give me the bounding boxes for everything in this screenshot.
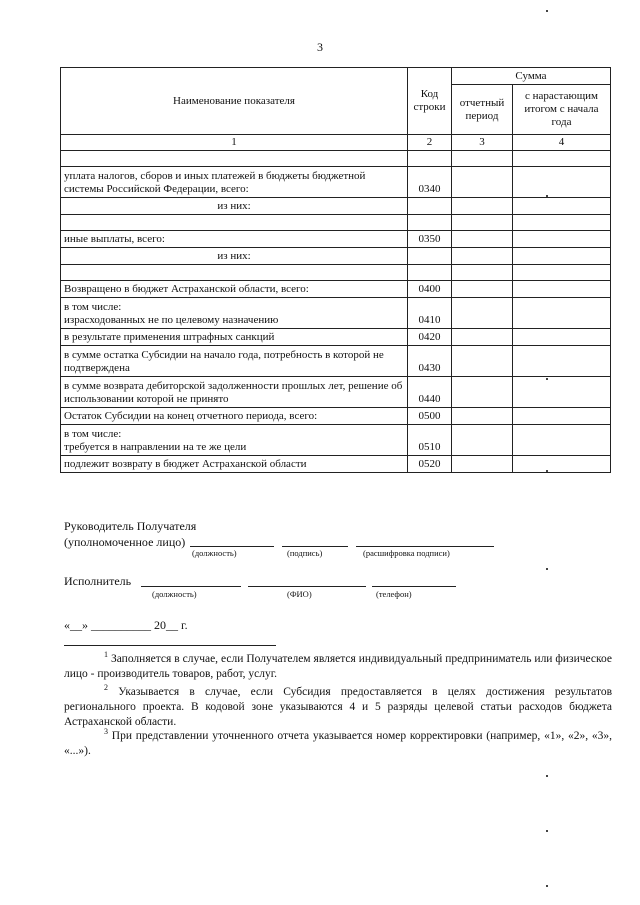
row-name: иные выплаты, всего: xyxy=(61,231,408,248)
table-row xyxy=(61,151,611,167)
row-code: 0440 xyxy=(408,377,452,408)
row-name: в сумме остатка Субсидии на начало года, потребность в которой не подтверждена xyxy=(61,346,408,377)
col-number: 2 xyxy=(408,135,452,151)
footnote-3 xyxy=(64,724,612,759)
scan-speck xyxy=(546,885,548,887)
row-name xyxy=(61,151,408,167)
row-code: 0410 xyxy=(408,298,452,329)
row-name: в сумме возврата дебиторской задолженности прошлых лет, решение об использовании которой не принято xyxy=(61,377,408,408)
row-name: в том числе: требуется в направлении на те же цели xyxy=(61,425,408,456)
signature-line xyxy=(282,546,348,547)
row-code xyxy=(408,248,452,265)
row-code: 0500 xyxy=(408,408,452,425)
row-code: 0400 xyxy=(408,281,452,298)
row-name: в том числе: израсходованных не по целевому назначению xyxy=(61,298,408,329)
footnote-text: Указывается в случае, если Субсидия предоставляется в целях достижения результатов регионального проекта. В кодовой зоне указываются 4 и 5 разряды целевой статьи расходов бюджета Астраханской области. xyxy=(64,685,612,728)
caption-position: (должность) xyxy=(192,548,237,558)
table-row xyxy=(61,248,611,265)
caption-decoding: (расшифровка подписи) xyxy=(363,548,450,558)
row-name: из них: xyxy=(61,248,408,265)
row-name: Остаток Субсидии на конец отчетного периода, всего: xyxy=(61,408,408,425)
page-number: 3 xyxy=(317,40,323,54)
footnote-2 xyxy=(64,680,612,730)
column-numbers-row xyxy=(61,135,611,151)
executor-position-line xyxy=(141,586,241,587)
row-name: из них: xyxy=(61,198,408,215)
table-row xyxy=(61,298,611,329)
scan-speck xyxy=(546,195,548,197)
header-row xyxy=(61,68,611,85)
scan-speck xyxy=(546,470,548,472)
table-row xyxy=(61,265,611,281)
fio-line xyxy=(248,586,366,587)
scan-speck xyxy=(546,10,548,12)
footnote-mark: 3 xyxy=(104,727,108,736)
position-line xyxy=(190,546,274,547)
table-row xyxy=(61,231,611,248)
header-code: Код строки xyxy=(408,68,452,135)
table-row xyxy=(61,329,611,346)
row-name: уплата налогов, сборов и иных платежей в бюджеты бюджетной системы Российской Федерации, всего: xyxy=(61,167,408,198)
date-field: «__» __________ 20__ г. xyxy=(64,618,188,632)
header-sum: Сумма xyxy=(452,68,611,85)
table-row xyxy=(61,167,611,198)
caption-signature: (подпись) xyxy=(287,548,323,558)
row-code: 0340 xyxy=(408,167,452,198)
scan-speck xyxy=(546,568,548,570)
row-code: 0520 xyxy=(408,456,452,473)
head-label-line1: Руководитель Получателя xyxy=(64,519,197,533)
head-label-line2: (уполномоченное лицо) xyxy=(64,535,186,549)
row-code xyxy=(408,215,452,231)
table-row xyxy=(61,215,611,231)
row-name: подлежит возврату в бюджет Астраханской области xyxy=(61,456,408,473)
scan-speck xyxy=(546,830,548,832)
table-row xyxy=(61,377,611,408)
row-name: Возвращено в бюджет Астраханской области, всего: xyxy=(61,281,408,298)
caption-fio: (ФИО) xyxy=(287,589,312,599)
table-row xyxy=(61,281,611,298)
table-row xyxy=(61,425,611,456)
table-row xyxy=(61,408,611,425)
row-code xyxy=(408,151,452,167)
row-name xyxy=(61,215,408,231)
footnote-text: Заполняется в случае, если Получателем является индивидуальный предприниматель или физическое лицо - производитель товаров, работ, услуг. xyxy=(64,652,612,680)
col-number: 3 xyxy=(452,135,513,151)
scan-speck xyxy=(546,378,548,380)
decoding-line xyxy=(356,546,494,547)
row-name: в результате применения штрафных санкций xyxy=(61,329,408,346)
col-number: 1 xyxy=(61,135,408,151)
table-row xyxy=(61,456,611,473)
row-code xyxy=(408,265,452,281)
table-row xyxy=(61,198,611,215)
table-row xyxy=(61,346,611,377)
row-code: 0430 xyxy=(408,346,452,377)
row-name xyxy=(61,265,408,281)
header-name: Наименование показателя xyxy=(61,68,408,135)
row-code: 0420 xyxy=(408,329,452,346)
row-code: 0510 xyxy=(408,425,452,456)
col-number: 4 xyxy=(513,135,611,151)
footnote-text: При представлении уточненного отчета указывается номер корректировки (например, «1», «2», «3», «...»). xyxy=(64,729,613,757)
row-code: 0350 xyxy=(408,231,452,248)
scan-speck xyxy=(546,775,548,777)
footnote-separator xyxy=(64,645,276,646)
caption-exec-position: (должность) xyxy=(152,589,197,599)
caption-phone: (телефон) xyxy=(376,589,412,599)
footnote-1 xyxy=(64,647,612,682)
report-table xyxy=(60,67,611,473)
footnote-mark: 1 xyxy=(104,650,108,659)
phone-line xyxy=(372,586,456,587)
header-period: отчетный период xyxy=(452,85,513,135)
footnote-mark: 2 xyxy=(104,683,108,692)
row-code xyxy=(408,198,452,215)
header-cumulative: с нарастающим итогом с начала года xyxy=(513,85,611,135)
executor-label: Исполнитель xyxy=(64,574,132,588)
